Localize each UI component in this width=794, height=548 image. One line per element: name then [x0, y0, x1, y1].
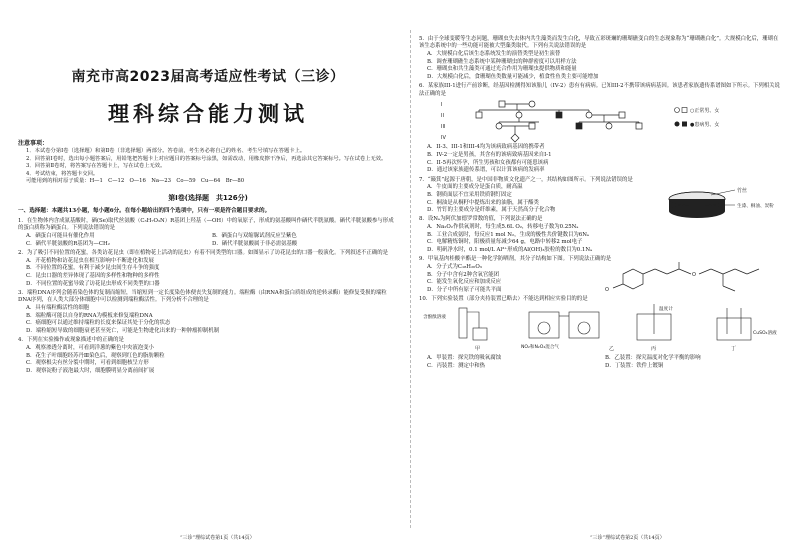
question-stem: 9．甲氧基肉桂酸辛酯是一种化学防晒剂，其分子结构如下图。下列说法正确的是 — [419, 256, 612, 263]
question-stem: 8．设Nₐ为阿伏加德罗常数的值，下列说法正确的是 — [419, 216, 543, 223]
note-item: 1．本试卷分第Ⅰ卷（选择题）和第Ⅱ卷（非选择题）两部分。答卷前，考生务必将自己的姓名、考生号填写在答题卡上。 — [26, 148, 306, 155]
generation-label: III — [441, 124, 446, 131]
label-bamboo: 竹丝 — [737, 187, 748, 194]
question-stem: 5．由于全球变暖等生态问题，珊瑚虫失去体内共生藻类而发生白化，导致五彩斑斓的珊瑚礁变白的生态现象称为“珊瑚礁白化”。大规模白化后，珊瑚在该生态系统中的一些功能可能被大型藻类取代。下列有关说法错误的是 — [419, 35, 779, 50]
question-stem: 4．下列在实验操作或现象描述中的正确的是 — [18, 337, 124, 344]
option-d: D．分子中所有原子可能共平面 — [427, 286, 502, 293]
note-item: 2．回答第Ⅰ卷时，选出每小题答案后，用铅笔把答题卡上对应题目的答案标号涂黑，如需改动，用橡皮擦干净后，再选涂其它答案标号。写在试卷上无效。 — [26, 155, 387, 162]
fig-label-ding: 丁 — [731, 345, 737, 352]
option-b: B．钢质面层不宜采用铁质钢钉固定 — [427, 191, 512, 198]
right-column — [415, 0, 787, 371]
option-a: A．观察渗透分离时，可看到洋葱的紫色中央液泡变小 — [26, 344, 154, 351]
subject-title: 理科综合能力测试 — [108, 101, 308, 126]
fetus-diamond — [511, 134, 519, 142]
question-10 — [419, 296, 783, 371]
question-5 — [419, 36, 783, 82]
label-coating: 生漆、桐油、炭粉 — [737, 203, 774, 209]
option-a: A．开花植物和访花昆虫在相互影响中不断进化和发展 — [26, 257, 154, 264]
fig-text-no2: NO₂和N₂O₄混合气 — [521, 344, 560, 350]
note-item: 3．回答第Ⅱ卷时，将答案写在答题卡上，写在试卷上无效。 — [26, 163, 166, 170]
drum-figure — [665, 185, 774, 223]
generation-label: IV — [441, 135, 446, 142]
option-c: C．昆虫口器的差异体现了基因的多样性和物种的多样性 — [26, 272, 160, 279]
generation-label: II — [441, 113, 444, 120]
question-stem: 3．端粒DNA序列会随着染色体的复制而缩短，当缩短到一定长度染色体便丧失复制的能力。端粒酶（由RNA和蛋白质组成的逆转录酶）能修复受损的端粒DNA序列，在人类大部分体细胞中可以检测到端粒酶活性。下列分析不合理的是 — [18, 289, 387, 304]
note-item: 4．考试结束，将答题卡交回。 — [26, 170, 99, 177]
fig-text-thermometer: 温度计 — [659, 306, 673, 312]
option-d: D．明矾净水时，0.1 mol/L Al³⁺形成的Al(OH)₃胶粒的数目为0.1Nₐ — [427, 247, 593, 254]
option-d: D．硒代半胱氨酸属于非必需氨基酸 — [212, 240, 298, 247]
fig-label-jia: 甲 — [475, 345, 481, 352]
option-b: B．分子中含有2种含氧官能团 — [427, 271, 500, 278]
svg-text:O: O — [605, 287, 609, 294]
option-c: C．能发生氧化反应和加成反应 — [427, 279, 502, 286]
option-d: D．大规模白化后，食珊瑚鱼类数量可能减少，植食性鱼类主要可能增加 — [427, 73, 599, 80]
option-c: C．观察根尖有丝分裂中期时，可看到细胞核呈方形 — [26, 360, 149, 367]
question-4 — [18, 337, 398, 375]
question-stem: 1．在生物体内含成氨基酸时，硒(Se)取代丝氨酸（C₃H₇O₃N）R基团上羟基（—OH）中的氧原子，形成的氨基酸叫作硒代半胱氨酸。硒代半胱氨酸参与形成的蛋白质称为硒蛋白。下列说法错误的是 — [18, 217, 394, 232]
option-b: B．不同位置的花蜜，有利于减少昆虫间生存斗争的强度 — [26, 265, 160, 272]
option-d: D．端粒缩短导致的细胞衰老甚至死亡，可能是生物进化出来的一种肿瘤抑制机制 — [26, 328, 219, 335]
option-b: B．花生子叶细胞经苏丹Ⅲ染色后，观察到红色的脂肪颗粒 — [26, 352, 165, 359]
option-c: C．硒代半胱氨酸的R基团为—CH₂ — [26, 240, 110, 247]
apparatus-figure — [419, 304, 779, 352]
option-b: B．调查珊瑚礁生态系统中某种珊瑚虫的种群密度可以用样方法 — [427, 58, 577, 65]
fig-text-phenolphthalein: 含酚酞溶液 — [423, 314, 446, 320]
option-a: A．具有端粒酶活性的细胞 — [26, 305, 90, 312]
option-c: C．癌细胞可以通过维持端粒的长度来保证其处于分化的状态 — [26, 320, 171, 327]
question-3 — [18, 290, 398, 336]
question-6 — [419, 83, 783, 175]
question-1 — [18, 218, 398, 249]
option-b: B．乙装置：探究温度对化学平衡的影响 — [605, 355, 701, 362]
legend-normal: ○正常男、女 — [690, 108, 720, 115]
option-c: C．珊瑚虫和共生藻类可通过光合作用为珊瑚虫提供物质和能量 — [427, 66, 577, 73]
option-a: A．大规模白化后该生态系统发生的演替类型是初生演替 — [427, 50, 561, 57]
fig-label-yi: 乙 — [609, 345, 615, 352]
notes-heading: 注意事项： — [18, 139, 49, 147]
option-a: A．Na₂O₂作供氧剂时，每生成5.6L O₂，转移电子数为0.25Nₐ — [427, 224, 579, 231]
option-a: A．硒蛋白可能具有催化作用 — [26, 233, 95, 239]
option-b: B．IV-2一定是男孩，其含有的该病致病基因来自I-1 — [427, 152, 552, 159]
option-a: A．II-3、III-1和III-4均为该病致病基因的携带者 — [427, 144, 545, 151]
fig-label-bing: 丙 — [651, 345, 657, 352]
svg-text:O: O — [692, 272, 696, 279]
option-a: A．分子式为C₁₈H₂₆O₃ — [427, 263, 482, 270]
option-d: D．竹钉的主要成分是纤维素，属于天然高分子化合物 — [427, 207, 556, 214]
question-2 — [18, 250, 398, 288]
female-normal — [529, 101, 535, 107]
notes-block — [18, 140, 398, 186]
pedigree-figure — [419, 98, 783, 144]
generation-label: I — [441, 102, 443, 109]
page-fold-divider — [410, 30, 411, 528]
atomic-mass-note: 可能用到的相对原子质量：H—1 C—12 O—16 Na—23 Co—59 Cu—64 Br—80 — [26, 178, 245, 185]
option-b: B．硒蛋白与双缩脲试剂反应呈紫色 — [212, 233, 297, 239]
question-stem: 6．某家族III-1进行产前诊断，经基因检测得知该胎儿（IV-2）患有有病病。已知III-2不携带该病病基因。该患者家族遗传系谱图如下所示。下列相关说法正确的是 — [419, 83, 780, 97]
option-b: B．端粒酶可能以自身的RNA为模板来修复端粒DNA — [26, 312, 153, 319]
option-c: C．II-5再次怀孕，所生男孩和女孩都有可能患该病 — [427, 159, 549, 166]
section-intro: 一、选择题：本题共13小题，每小题6分。在每小题给出的四个选项中，只有一项是符合题目要求的。 — [18, 207, 271, 214]
option-d: D．通过该家族遗传系谱，可以计算该病的发病率 — [427, 167, 545, 174]
question-9 — [419, 256, 783, 294]
section-title: 第Ⅰ卷(选择题 共126分) — [168, 193, 248, 202]
legend-affected: ●患病男、女 — [690, 122, 720, 129]
option-a: A．牛皮面的主要成分是蛋白质，耐高温 — [427, 184, 523, 191]
option-c: C．丙装置：测定中和热 — [427, 363, 486, 370]
option-d: D．观察淀粉子液泡最大时，细胞膜明显分离前间扩展 — [26, 367, 155, 374]
fig-text-cuso4: CuSO₄溶液 — [753, 330, 777, 336]
page-footer-left: “三诊”理综试卷第1页（共14页） — [180, 534, 255, 541]
page-footer-right: “三诊”理综试卷第2页（共14页） — [590, 534, 665, 541]
option-c: C．电解精炼铜时，阳极质量每减少64 g，电路中转移2 mol电子 — [427, 239, 583, 246]
question-stem: 10．下列实验装置（部分夹持装置已略去）不能达到相应实验目的的是 — [419, 296, 588, 303]
pedigree-chart — [439, 98, 739, 144]
exam-title: 南充市高2023届高考适应性考试（三诊） — [71, 69, 345, 85]
question-7 — [419, 177, 783, 215]
male-normal — [499, 101, 505, 107]
option-d: D．丁装置：铁件上镀铜 — [605, 363, 664, 370]
question-stem: 2．为了吸引不同位置的花蜜，各类访花昆虫（即在植物花上活动的昆虫）有着不同类型的口器。如图显示了访花昆虫的口器一般演化。下列叙述不正确的是 — [18, 249, 388, 256]
question-stem: 7．“簸箕”起源于唐朝，是中国非物质文化遗产之一，其结构如图所示。下列说法错误的是 — [419, 176, 633, 183]
option-c: C．桐油是从桐籽中提炼出来的油脂，属于酯类 — [427, 199, 539, 206]
molecule-structure — [603, 266, 773, 296]
option-b: B．工业合成氨时，每反应1 mol N₂，生成的极性共价键数目为6Nₐ — [427, 231, 589, 238]
option-d: D．不同位置的花蜜导致了访花昆虫形成不同类型的口器 — [26, 280, 160, 287]
option-a: A．甲装置：探究铁的吸氧腐蚀 — [427, 355, 501, 362]
left-column — [12, 0, 404, 376]
